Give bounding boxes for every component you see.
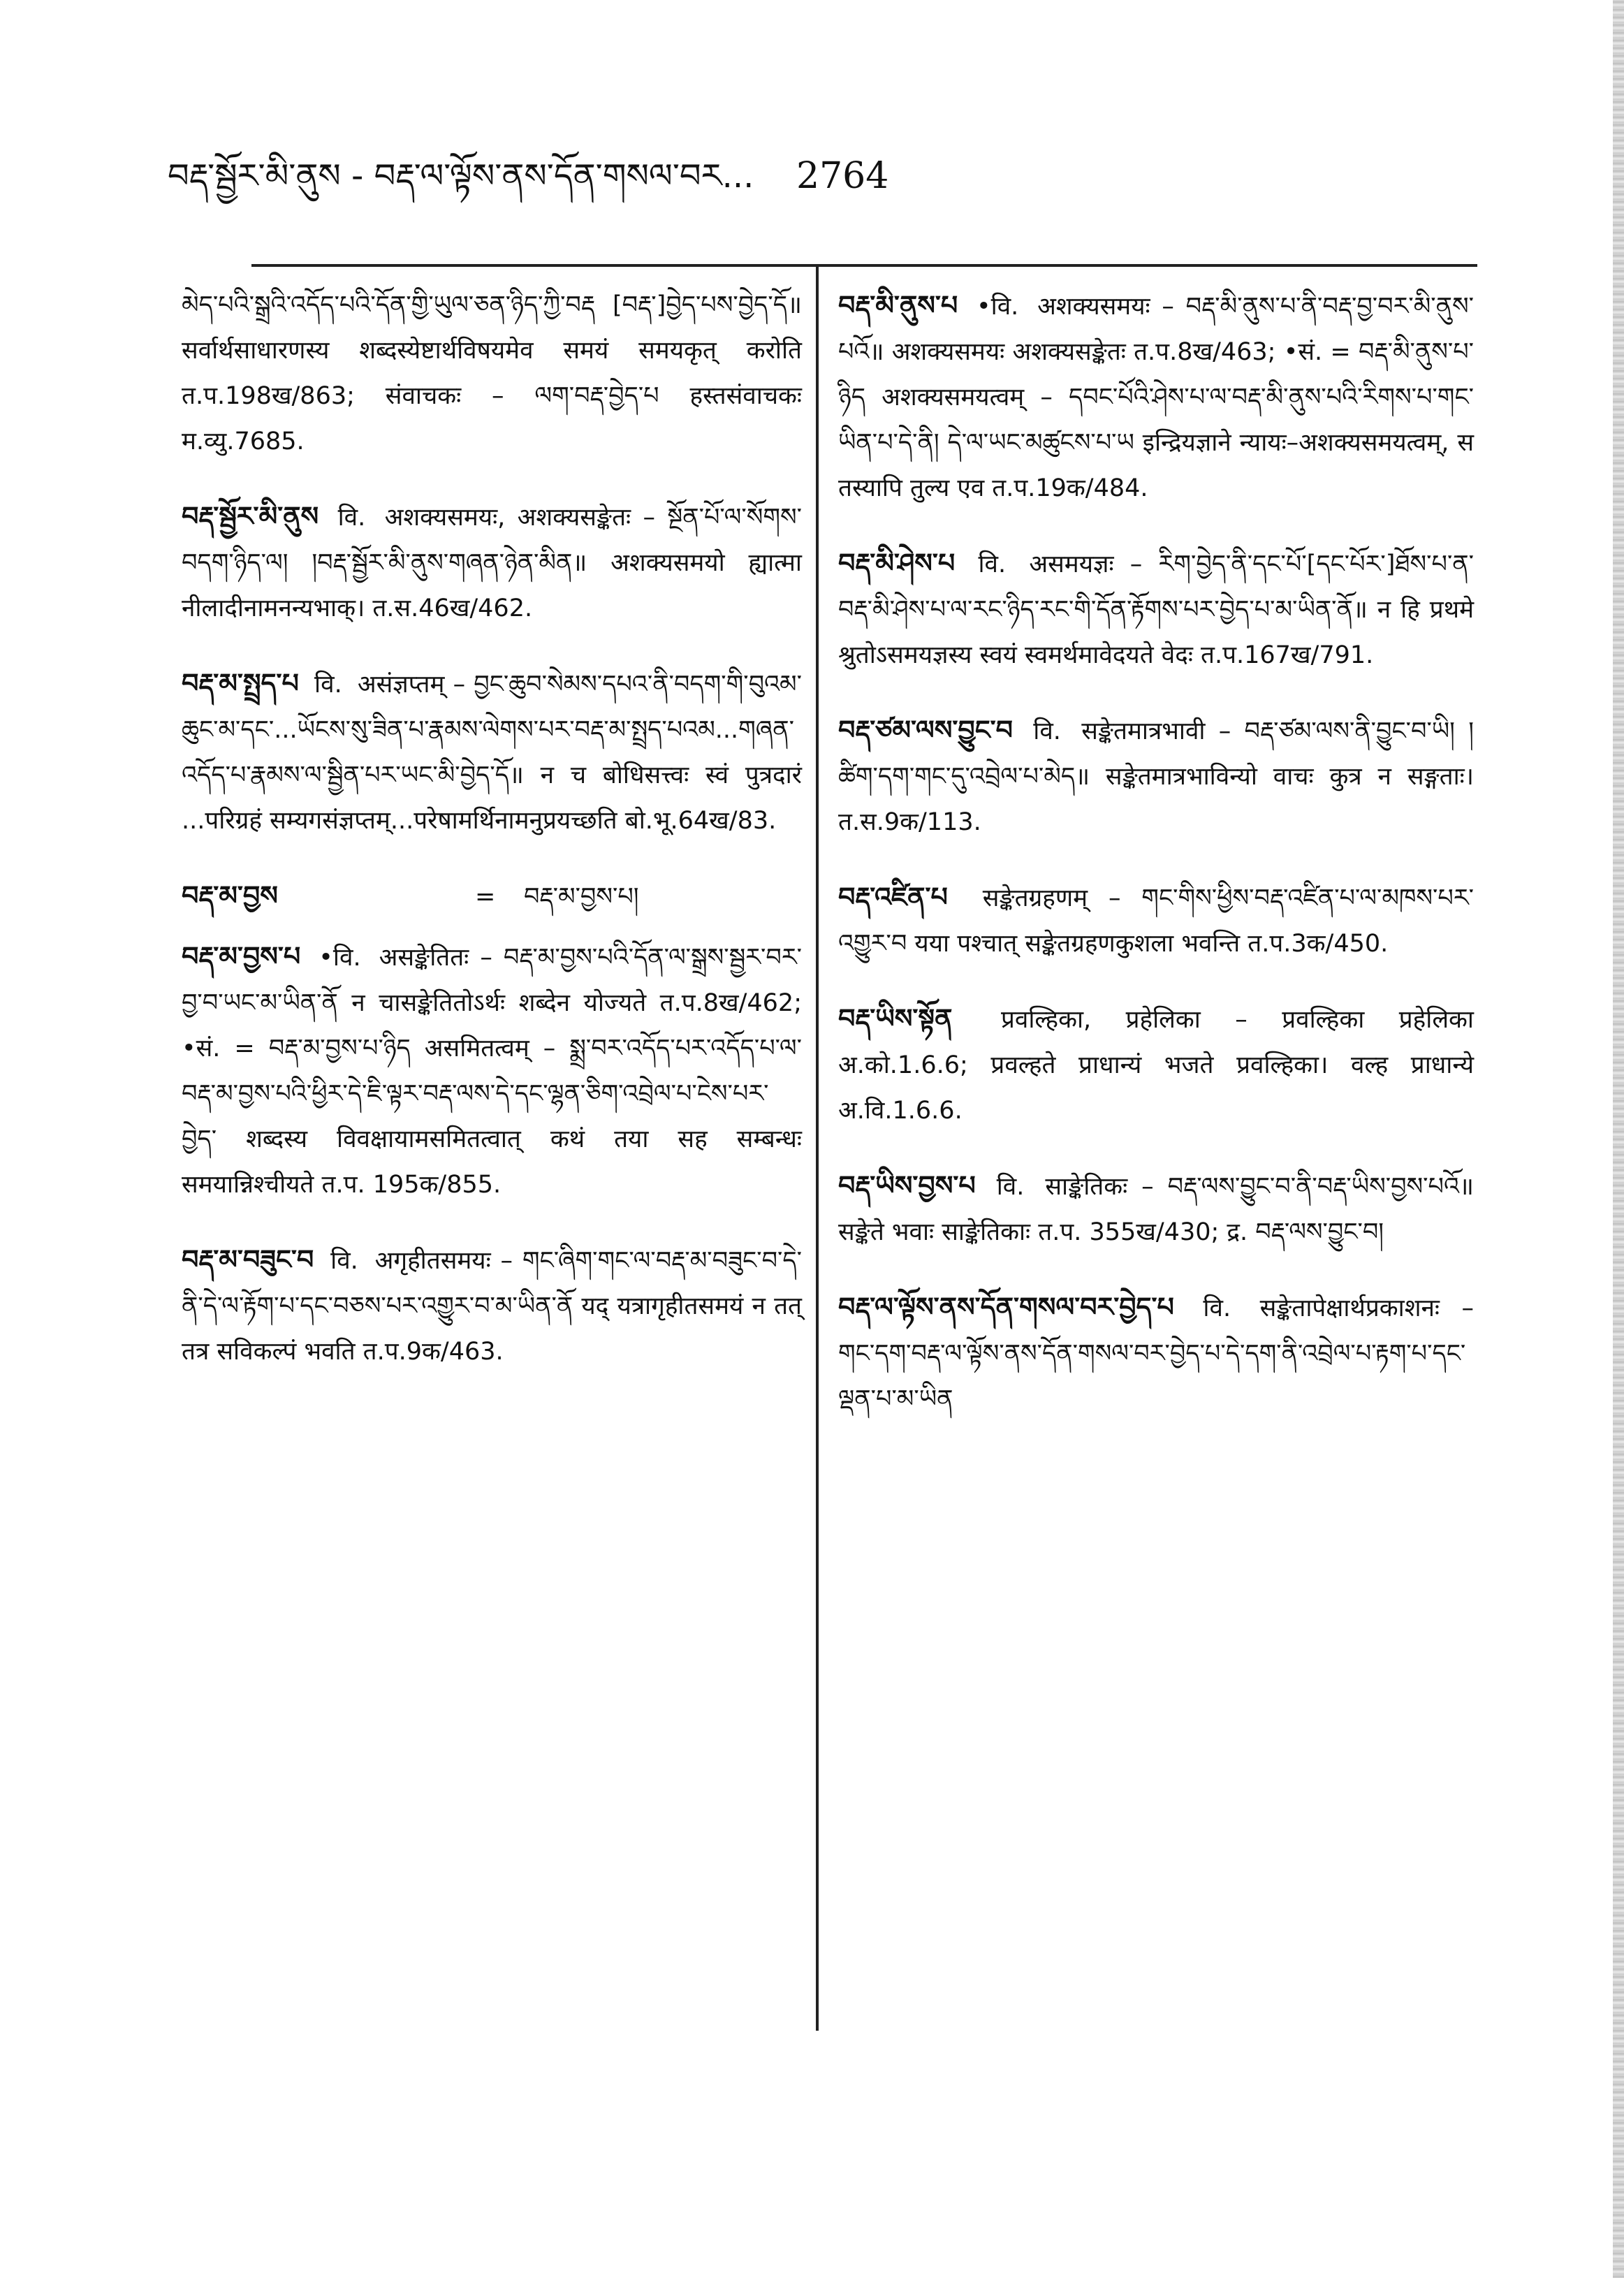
- page-header: [168, 155, 1467, 218]
- part-of-speech: वि.: [330, 1247, 358, 1275]
- entry-body: अशक्यसमयः – བརྡ་མི་ནུས་པ་ནི་བརྡ་བྱ་བར་མི་ནུས་པའོ॥ अशक्यसमयः अशक्यसङ्केतः त.प.8ख/463; •सं. = བརྡ་མི་ནུས་པ་ཉིད अशक्यसमयत्वम् – དབང་པོའི་ཤེས་པ་ལ་བརྡ་མི་ནུས་པའི་རིགས་པ་གང་ཡིན་པ་དེ་ནི། དེ་ལ་ཡང་མཚུངས་པ་ཡ इन्द्रियज्ञाने न्यायः–अशक्यसमयत्वम्, स तस्यापि तुल्य एव त.प.19क/484.: [838, 293, 1474, 502]
- part-of-speech: वि.: [337, 504, 366, 532]
- entry-body: असंज्ञप्तम् – བྱང་ཆུབ་སེམས་དཔའ་ནི་བདག་གི་བུའམ་ཆུང་མ་དང་...ཡོངས་སུ་ཟིན་པ་རྣམས་ལེགས་པར་བརྡ་མ་སྤྲད་པའམ...གཞན་འདོད་པ་རྣམས་ལ་སྦྱིན་པར་ཡང་མི་བྱེད་དོ॥ न च बोधिसत्त्वः स्वं पुत्रदारं ...परिग्रहं सम्यगसंज्ञप्तम्...परेषामर्थिनामनुप्रयच्छति बो.भू.64ख/83.: [182, 671, 802, 835]
- cross-reference-entry: [182, 873, 802, 920]
- dictionary-entry: [182, 494, 802, 631]
- entry-headword: བརྡ་མ་བཟུང་བ: [182, 1244, 314, 1275]
- entry-headword: བརྡ་ཡིས་བྱས་པ: [838, 1170, 976, 1201]
- entry-headword: བརྡ་མི་ནུས་པ: [838, 290, 958, 321]
- entry-body: अगृहीतसमयः – གང་ཞིག་གང་ལ་བརྡ་མ་བཟུང་བ་དེ་ནི་དེ་ལ་རྟོག་པ་དང་བཅས་པར་འགྱུར་བ་མ་ཡིན་ནོ यद् यत्रागृहीतसमयं न तत् तत्र सविकल्पं भवति त.प.9क/463.: [182, 1247, 802, 1366]
- entry-body: प्रवल्हिका, प्रहेलिका – प्रवल्हिका प्रहेलिका अ.को.1.6.6; प्रवल्हते प्राधान्यं भजते प्रवल्हिका। वल्ह प्राधान्ये अ.वि.1.6.6.: [838, 1006, 1474, 1125]
- dictionary-entry: [838, 541, 1474, 678]
- dictionary-entry: [838, 996, 1474, 1134]
- entry-body: सङ्केतमात्रभावी – བརྡ་ཙམ་ལས་ནི་བྱུང་བ་ཡི། །ཚིག་དག་གང་དུ་འབྲེལ་པ་མེད॥ सङ्केतमात्रभाविन्यो वाचः कुत्र न सङ्गताः। त.स.9क/113.: [838, 717, 1474, 836]
- dictionary-entry: [838, 1163, 1474, 1255]
- entry-headword: བརྡ་མི་ཤེས་པ: [838, 548, 956, 578]
- right-column: [838, 283, 1474, 1452]
- column-divider: [816, 267, 819, 2031]
- part-of-speech: वि.: [996, 1173, 1025, 1201]
- entry-headword: བརྡ་མ་བྱས་པ: [182, 941, 301, 972]
- part-of-speech: •वि.: [319, 944, 361, 972]
- entry-body: མེད་པའི་སྒྲའི་འདོད་པའི་དོན་གྱི་ཡུལ་ཅན་ཉིད་ཀྱི་བརྡ [བརྡ་]བྱེད་པས་བྱེད་དོ॥ सर्वार्थसाधारणस्य शब्दस्येष्टार्थविषयमेव समयं समयकृत् करोति त.प.198ख/863; संवाचकः – ལག་བརྡ་བྱེད་པ हस्तसंवाचकः म.व्यु.7685.: [182, 291, 802, 455]
- entry-headword: བརྡ་ཡིས་སྟོན: [838, 1003, 953, 1034]
- page-number: 2764: [796, 155, 889, 197]
- dictionary-entry: [838, 283, 1474, 511]
- entry-body: अशक्यसमयः, अशक्यसङ्केतः – སྔོན་པོ་ལ་སོགས་བདག་ཉིད་ལ། །བརྡ་སྦྱོར་མི་ནུས་གཞན་ཉེན་མིན॥ अशक्यसमयो ह्यात्मा नीलादीनामनन्यभाक्। त.स.46ख/462.: [182, 504, 802, 622]
- scan-edge-shadow: [1613, 0, 1624, 2278]
- entry-headword: བརྡ་ལ་ལྟོས་ནས་དོན་གསལ་བར་བྱེད་པ: [838, 1292, 1174, 1322]
- part-of-speech: वि.: [1203, 1294, 1231, 1322]
- part-of-speech: वि.: [314, 671, 342, 699]
- dictionary-entry: [182, 661, 802, 844]
- part-of-speech: वि.: [978, 550, 1007, 578]
- dictionary-entry: [838, 1285, 1474, 1422]
- entry-headword: བརྡ་ཙམ་ལས་བྱུང་བ: [838, 715, 1013, 745]
- dictionary-entry: [838, 875, 1474, 967]
- entry-body: असमयज्ञः – རིག་བྱེད་ནི་དང་པོ་[དང་པོར་]ཐོས་པ་ན་བརྡ་མི་ཤེས་པ་ལ་རང་ཉིད་རང་གི་དོན་རྟོགས་པར་བྱེད་པ་མ་ཡིན་ནོ॥ न हि प्रथमे श्रुतोऽसमयज्ञस्य स्वयं स्वमर्थमावेदयते वेदः त.प.167ख/791.: [838, 550, 1474, 669]
- left-column: [182, 283, 802, 1404]
- dictionary-entry: [182, 934, 802, 1208]
- equals-sign: =: [475, 883, 496, 911]
- entry-headword: བརྡ་སྦྱོར་མི་ནུས: [182, 501, 319, 532]
- dictionary-entry: [182, 1237, 802, 1375]
- cross-reference-target: བརྡ་མ་བྱས་པ།: [524, 883, 639, 911]
- dictionary-entry: [838, 708, 1474, 845]
- dictionary-entry: [182, 283, 802, 465]
- entry-body: सङ्केतग्रहणम् – གང་གིས་ཕྱིས་བརྡ་འཛིན་པ་ལ་མཁས་པར་འགྱུར་བ यया पश्चात् सङ्केतग्रहणकुशला भवन्ति त.प.3क/450.: [838, 884, 1474, 958]
- entry-headword: བརྡ་མ་བྱས: [182, 880, 278, 911]
- entry-body: सङ्केतापेक्षार्थप्रकाशनः – གང་དག་བརྡ་ལ་ལྟོས་ནས་དོན་གསལ་བར་བྱེད་པ་དེ་དག་ནི་འབྲེལ་པ་རྟག་པ་དང་ལྡན་པ་མ་ཡིན: [838, 1294, 1474, 1413]
- part-of-speech: •वि.: [976, 293, 1019, 321]
- part-of-speech: वि.: [1033, 717, 1061, 745]
- entry-headword: བརྡ་མ་སྤྲད་པ: [182, 668, 299, 699]
- entry-headword: བརྡ་འཛིན་པ: [838, 882, 948, 912]
- running-head: བརྡ་སྦྱོར་མི་ནུས - བརྡ་ལ་ལྟོས་ནས་དོན་གསལ་བར...: [168, 156, 754, 196]
- header-rule: [251, 264, 1477, 267]
- entry-body: साङ्केतिकः – བརྡ་ལས་བྱུང་བ་ནི་བརྡ་ཡིས་བྱས་པའོ॥ सङ्केते भवाः साङ्केतिकाः त.प. 355ख/430; द्र. བརྡ་ལས་བྱུང་བ།: [838, 1173, 1474, 1246]
- entry-body: असङ्केतितः – བརྡ་མ་བྱས་པའི་དོན་ལ་སྒྲས་སྦྱར་བར་བྱ་བ་ཡང་མ་ཡིན་ནོ न चासङ्केतितोऽर्थः शब्देन योज्यते त.प.8ख/462; •सं. = བརྡ་མ་བྱས་པ་ཉིད असमितत्वम् – སྨྲ་བར་འདོད་པར་འདོད་པ་ལ་བརྡ་མ་བྱས་པའི་ཕྱིར་དེ་ཇི་ལྟར་བརྡ་ལས་དེ་དང་ལྷན་ཅིག་འབྲེལ་པ་ངེས་པར་བྱེད་ शब्दस्य विवक्षायामसमितत्वात् कथं तया सह सम्बन्धः समयान्निश्चीयते त.प. 195क/855.: [182, 944, 802, 1199]
